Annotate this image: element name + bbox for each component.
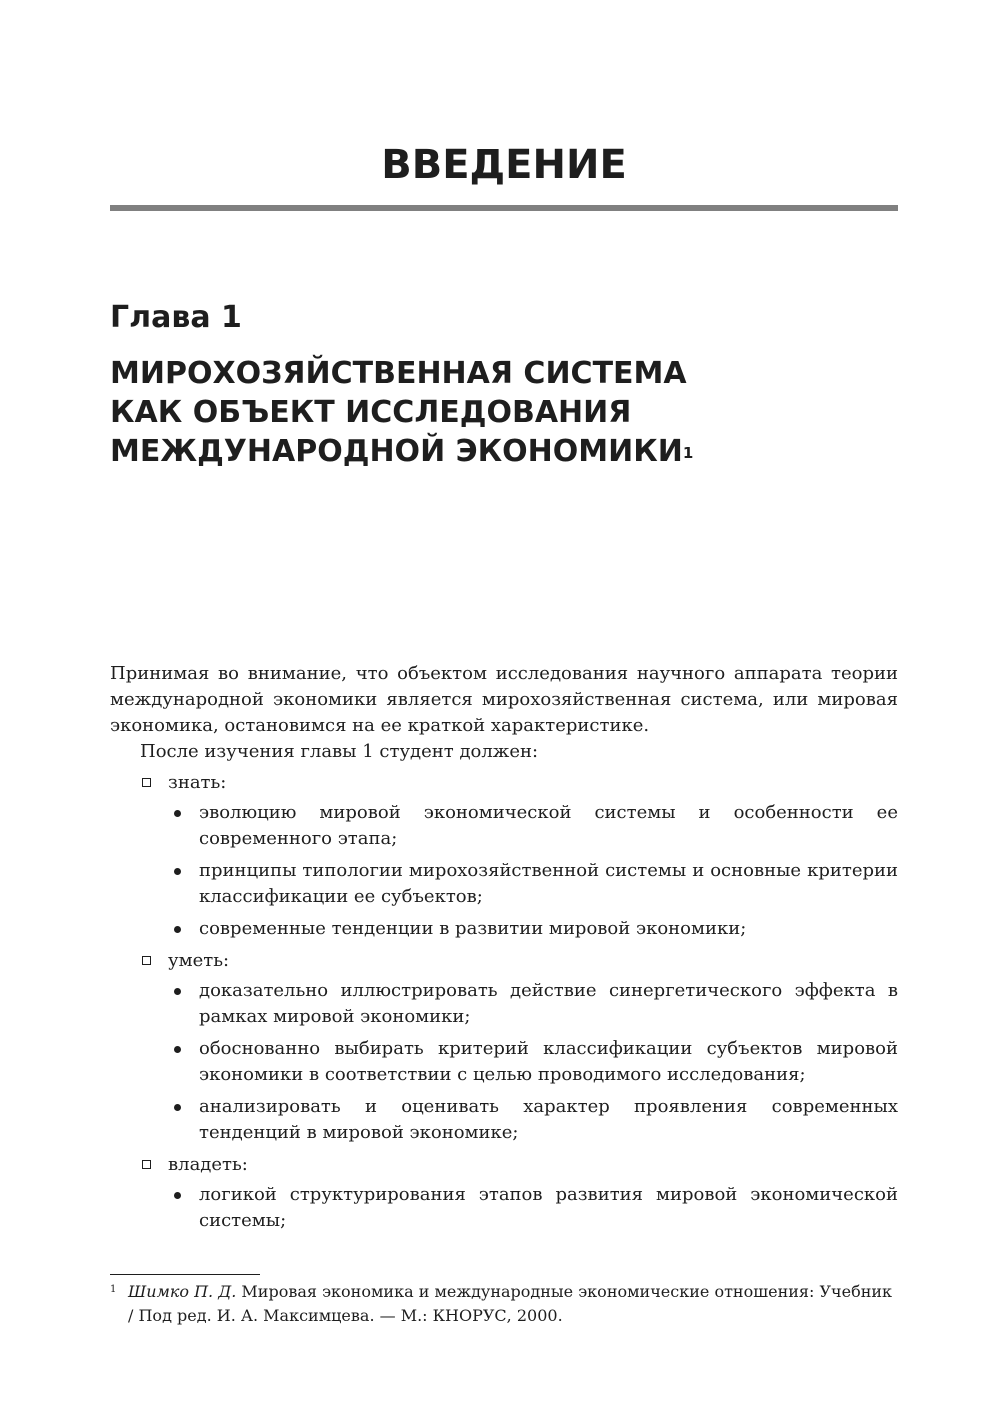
list-item xyxy=(110,1182,898,1234)
footnote xyxy=(110,1280,898,1328)
competency-group-know xyxy=(110,770,898,942)
list-item xyxy=(110,916,898,942)
competency-items xyxy=(168,978,898,1146)
list-item-text: логикой структурирования этапов развития мировой экономической системы; xyxy=(199,1184,898,1231)
competency-items xyxy=(168,800,898,942)
lead-paragraph: После изучения главы 1 студент должен: xyxy=(140,741,539,762)
footnote-author: Шимко П. Д. xyxy=(128,1282,237,1301)
header-divider xyxy=(110,205,898,211)
list-item-text: обоснованно выбирать критерий классификации субъектов мировой экономики в соответствии с целью проводимого исследования; xyxy=(199,1038,898,1085)
round-bullet-icon xyxy=(174,1192,181,1199)
round-bullet-icon xyxy=(174,988,181,995)
footnote-divider xyxy=(110,1274,260,1275)
footnote-mark: 1 xyxy=(110,1284,117,1295)
square-bullet-icon xyxy=(142,1160,151,1169)
competency-group-be-able xyxy=(110,948,898,1146)
chapter-title-line-2: КАК ОБЪЕКТ ИССЛЕДОВАНИЯ xyxy=(110,395,632,430)
list-item-text: эволюцию мировой экономической системы и особенности ее современного этапа; xyxy=(199,802,898,849)
list-item xyxy=(110,1036,898,1088)
footnote-text: Мировая экономика и международные экономические отношения: Учебник / Под ред. И. А. Максимцева. — М.: КНОРУС, 2000. xyxy=(128,1282,893,1325)
group-label: владеть: xyxy=(168,1154,248,1175)
round-bullet-icon xyxy=(174,868,181,875)
chapter-body xyxy=(110,661,898,1240)
round-bullet-icon xyxy=(174,1104,181,1111)
list-item xyxy=(110,1094,898,1146)
group-label: уметь: xyxy=(168,950,230,971)
chapter-title-line-3 xyxy=(110,432,810,471)
list-item-text: современные тенденции в развитии мировой экономики; xyxy=(199,918,747,939)
list-item xyxy=(110,800,898,852)
list-item xyxy=(110,858,898,910)
competency-list xyxy=(110,770,898,1234)
intro-paragraph: Принимая во внимание, что объектом исследования научного аппарата теории международной экономики является мирохозяйственная система, или мировая экономика, остановимся на ее краткой характеристике. xyxy=(110,663,898,736)
list-item-text: анализировать и оценивать характер проявления современных тенденций в мировой экономике; xyxy=(199,1096,898,1143)
chapter-title-line-1: МИРОХОЗЯЙСТВЕННАЯ СИСТЕМА xyxy=(110,356,687,391)
footnote-body xyxy=(128,1280,898,1328)
footnote-reference[interactable]: 1 xyxy=(682,444,694,462)
group-label: знать: xyxy=(168,772,227,793)
competency-items xyxy=(168,1182,898,1234)
round-bullet-icon xyxy=(174,1046,181,1053)
list-item-text: доказательно иллюстрировать действие синергетического эффекта в рамках мировой экономики; xyxy=(199,980,898,1027)
list-item xyxy=(110,978,898,1030)
round-bullet-icon xyxy=(174,810,181,817)
chapter-number: Глава 1 xyxy=(110,300,242,335)
chapter-title-line-3-text: МЕЖДУНАРОДНОЙ ЭКОНОМИКИ xyxy=(110,434,683,469)
competency-group-master xyxy=(110,1152,898,1234)
round-bullet-icon xyxy=(174,926,181,933)
list-item-text: принципы типологии мирохозяйственной системы и основные критерии классификации ее субъектов; xyxy=(199,860,898,907)
square-bullet-icon xyxy=(142,778,151,787)
page-header-title: ВВЕДЕНИЕ xyxy=(381,142,627,188)
chapter-title xyxy=(110,354,810,471)
square-bullet-icon xyxy=(142,956,151,965)
